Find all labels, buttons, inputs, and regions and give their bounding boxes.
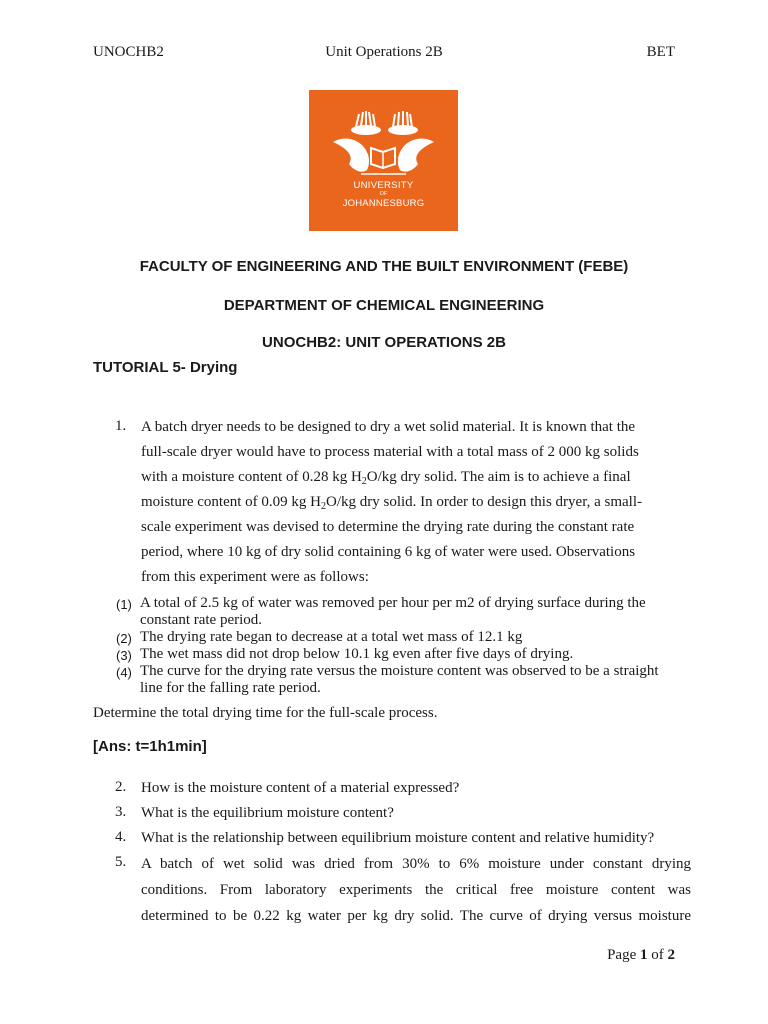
text-line: period, where 10 kg of dry solid containing 6 kg of water were used. Observations [141,544,636,560]
question-2-text: How is the moisture content of a material expressed? [141,780,460,796]
determine-instruction: Determine the total drying time for the full-scale process. [93,705,438,721]
text-line: scale experiment was devised to determine the drying rate during the constant rate [141,519,635,535]
text-line: determined to be 0.22 kg water per kg dry solid. The curve of drying versus moisture [141,908,691,924]
tutorial-title: TUTORIAL 5- Drying [93,359,238,376]
observation-item: The curve for the drying rate versus the moisture content was observed to be a straight line for the falling rate period. [140,663,659,696]
logo-line-university: UNIVERSITY [353,180,414,191]
crest-icon [309,90,458,231]
observation-number: (3) [116,648,132,663]
question-number: 1. [115,418,127,434]
question-number: 5. [115,854,127,870]
observation-item: The wet mass did not drop below 10.1 kg even after five days of drying. [140,646,574,662]
question-4-text: What is the relationship between equilibrium moisture content and relative humidity? [141,830,655,846]
header-course-title: Unit Operations 2B [325,44,443,60]
text-line: with a moisture content of 0.28 kg $H_2O/kg$ dry solid. The aim is to achieve a final [141,469,631,487]
observation-item: A total of 2.5 kg of water was removed per hour per m2 of drying surface during the constant rate period. [140,595,646,628]
observation-number: (2) [116,631,132,646]
question-3-text: What is the equilibrium moisture content? [141,805,394,821]
question-number: 4. [115,829,127,845]
logo-line-johannesburg: JOHANNESBURG [342,198,425,209]
question-1-text [141,415,691,590]
text-line: A batch dryer needs to be designed to dry a wet solid material. It is known that the [141,419,636,435]
header-programme: BET [646,44,675,60]
text-line: conditions. From laboratory experiments the critical free moisture content was [141,882,691,898]
question-number: 3. [115,804,127,820]
header-course-code: UNOCHB2 [93,44,164,60]
logo-line-of: OF [379,191,388,197]
text-line: full-scale dryer would have to process material with a total mass of 2 000 kg solids [141,444,639,460]
faculty-heading: FACULTY OF ENGINEERING AND THE BUILT ENVIRONMENT (FEBE) [139,258,629,275]
observation-number: (4) [116,665,132,680]
text-line: from this experiment were as follows: [141,569,369,585]
page-number: Page 1 of 2 [607,947,675,963]
department-heading: DEPARTMENT OF CHEMICAL ENGINEERING [223,297,545,314]
text-line: A batch of wet solid was dried from 30% to 6% moisture under constant drying [141,856,691,872]
module-heading: UNOCHB2: UNIT OPERATIONS 2B [262,334,506,351]
question-number: 2. [115,779,127,795]
observation-number: (1) [116,597,132,612]
question-5-text [141,851,691,929]
answer-label: [Ans: t=1h1min] [93,738,207,755]
text-line: moisture content of 0.09 kg $H_2O/kg$ dry solid. In order to design this dryer, a small- [141,494,642,512]
university-logo [309,90,458,231]
observation-item: The drying rate began to decrease at a total wet mass of 12.1 kg [140,629,523,645]
